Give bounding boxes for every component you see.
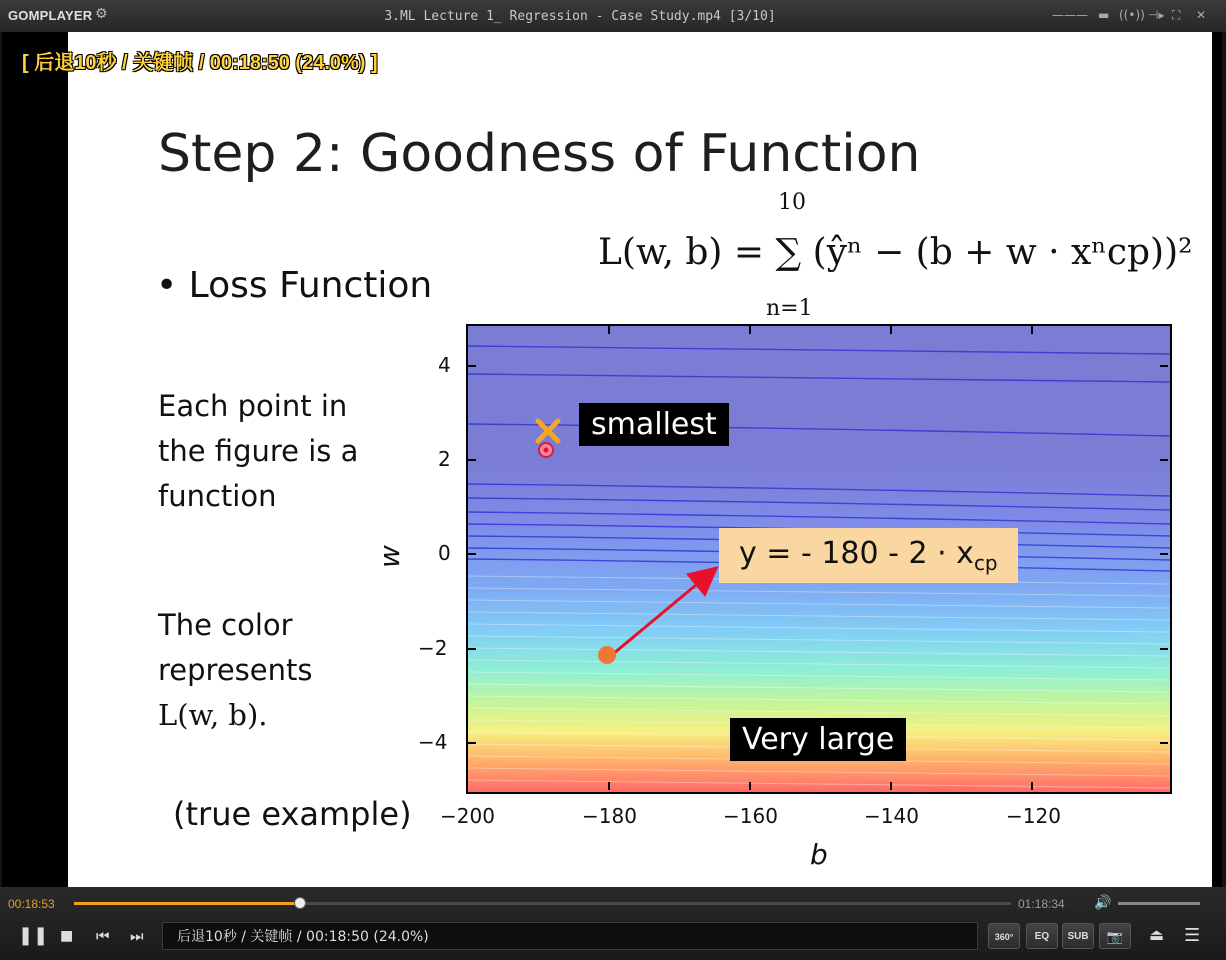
minimize-icon[interactable]: ▬ xyxy=(1098,8,1110,22)
desc-text xyxy=(158,384,358,519)
y-tick-label: 4 xyxy=(438,353,451,377)
equalizer-button[interactable]: EQ xyxy=(1026,923,1058,949)
y-tick-label: −4 xyxy=(418,730,448,754)
window-title: 3.ML Lecture 1_ Regression - Case Study.mp4 [3/10] xyxy=(384,9,776,24)
control-bar xyxy=(0,887,1226,960)
example-note: (true example) xyxy=(173,795,412,833)
subtitle-button[interactable]: SUB xyxy=(1062,923,1094,949)
pin-icon[interactable]: ⊣▸ xyxy=(1148,8,1165,22)
x-tick-label: −160 xyxy=(723,804,778,828)
status-text: 后退10秒 / 关键帧 / 00:18:50 (24.0%) xyxy=(162,922,978,950)
volume-line-icon[interactable]: ——— xyxy=(1052,8,1088,22)
color-formula: L(w, b). xyxy=(158,698,268,732)
capture-button[interactable]: 📷 xyxy=(1099,923,1131,949)
y-tick-label: 0 xyxy=(438,541,451,565)
gear-icon[interactable]: ⚙ xyxy=(95,6,108,22)
x-axis-label: b xyxy=(810,838,828,871)
y-axis-label: w xyxy=(372,545,406,568)
total-time: 01:18:34 xyxy=(1018,897,1065,911)
x-tick-label: −140 xyxy=(864,804,919,828)
close-icon[interactable]: ✕ xyxy=(1196,8,1207,22)
color-text xyxy=(158,603,312,738)
video-area[interactable] xyxy=(2,32,1222,887)
sum-lower-limit: n=1 xyxy=(766,296,813,321)
title-bar xyxy=(0,0,1226,33)
app-logo[interactable]: GOMPLAYER xyxy=(8,8,93,23)
pause-button[interactable]: ❚❚ xyxy=(18,925,49,946)
equation-text: y = - 180 - 2 · x xyxy=(739,536,974,571)
color-line: The color xyxy=(158,608,293,642)
very-large-label: Very large xyxy=(730,718,906,761)
stop-button[interactable]: ■ xyxy=(60,928,74,944)
playlist-menu-button[interactable]: ☰ xyxy=(1184,925,1201,946)
x-tick-label: −120 xyxy=(1006,804,1061,828)
volume-slider[interactable] xyxy=(1118,902,1200,905)
slide-title: Step 2: Goodness of Function xyxy=(158,124,921,184)
eject-button[interactable]: ⏏ xyxy=(1149,925,1165,944)
x-tick-label: −200 xyxy=(440,804,495,828)
desc-line: the figure is a xyxy=(158,434,359,468)
seek-progress xyxy=(74,902,299,905)
next-button[interactable]: ⏭ xyxy=(130,927,144,945)
loss-formula: L(w, b) = ∑ (ŷⁿ − (b + w · xⁿcp))² xyxy=(598,232,1193,273)
seek-handle[interactable] xyxy=(294,897,306,909)
x-tick-label: −180 xyxy=(582,804,637,828)
y-tick-label: 2 xyxy=(438,447,451,471)
osd-message: [ 后退10秒 / 关键帧 / 00:18:50 (24.0%) ] xyxy=(22,52,378,74)
vr-360-button[interactable]: 360° xyxy=(988,923,1020,949)
fullscreen-icon[interactable]: ⛶ xyxy=(1172,8,1181,22)
smallest-label: smallest xyxy=(579,403,729,446)
desc-line: function xyxy=(158,479,277,513)
lecture-slide xyxy=(68,32,1212,887)
slide-bullet: • Loss Function xyxy=(156,265,433,306)
sum-upper-limit: 10 xyxy=(778,190,806,215)
current-time: 00:18:53 xyxy=(8,897,55,911)
seek-bar[interactable] xyxy=(74,902,1011,905)
y-tick-label: −2 xyxy=(418,636,448,660)
color-line: represents xyxy=(158,653,313,687)
equation-subscript: cp xyxy=(973,551,998,575)
desc-line: Each point in xyxy=(158,389,348,423)
broadcast-icon[interactable]: ((•)) xyxy=(1119,8,1145,22)
example-equation xyxy=(719,528,1018,583)
volume-icon[interactable]: 🔊 xyxy=(1094,894,1112,910)
previous-button[interactable]: ⏮ xyxy=(96,927,110,945)
